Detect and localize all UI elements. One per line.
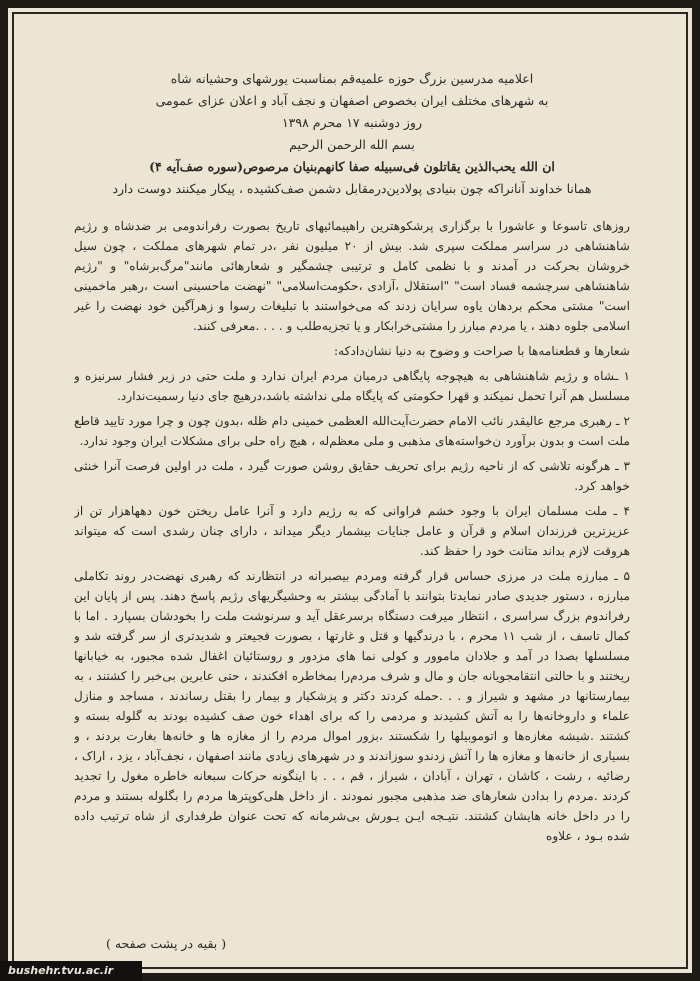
quran-verse: ان الله یحب‌الذین یقاتلون فی‌سبیله صفا کانهم‌بنیان مرصوص(سوره صف‌آیه ۴) xyxy=(149,159,555,174)
date-line: روز دوشنبه ۱۷ محرم ۱۳۹۸ xyxy=(281,115,423,130)
verse-translation: همانا خداوند آنانراکه چون بنیادی پولادین‌درمقابل دشمن صف‌کشیده ، پیکار میکنند دوست دارد xyxy=(112,181,592,196)
point-2: ۲ ـ رهبری مرجع عالیقدر نائب الامام حضرت‌آیت‌الله العظمی خمینی دام ظله ،بدون چون و چرا مورد تایید قاطع ملت است و بدون برآورد ن‌خواسته‌های مذهبی و ملی معظم‌له ، هیچ راه حلی برای مشکلات ایران وجود ندارد. xyxy=(74,414,630,448)
point-5: ۵ ـ مبارزه ملت در مرزی حساس قرار گرفته ومردم بیصبرانه در انتظارند که رهبری نهضت‌در روند تکاملی مبارزه ، دستور جدیدی صادر نمایدتا بتوانند با آمادگی بیشتر به وحشیگریهای رژیم پاسخ دهند. پس از پایان این رفراندوم بزرگ سراسری ، انتظار میرفت دستگاه برسرعقل آید و سرنوشت ملت را بخودشان بسپارد . اما با کمال تاسف ، از شب ۱۱ محرم ، با درندگیها و قتل و غارتها ، بصورت فجیعتر و شدیدتری از سر گرفته شد و مسلسلها بصدا در آمد و جلادان ماموور و کولی نما های مزدور و روستائیان اغفال شده مجبور، به خیابانها ریختند و با حالتی انتقامجویانه جان و مال و شرف مردم‌را بمخاطره افکندند ، حتی عابرین بی‌خبر را کشتند ، به بیمارستانها در مشهد و شیراز و . . .حمله کردند دکتر و پزشکیار و بیمار را بقتل رساندند ، مساجد و منازل علماء و داروخانه‌ها را به آتش کشیدند و مردمی را که برای اهداء خون صف کشیده بودند به گلوله بسته و کشتند .شیشه مغازه‌ها و اتوموبیلها را شکستند ،بزور اموال مردم را از مغازه ها و خانه‌ها بغارت بردند ، و بسیاری از خانه‌ها و مغازه ها را آتش زدندو سوزاندند و در شهرهای زیادی مانند اصفهان ، نجف‌آباد ، یزد ، اراک ، رضائیه ، رشت ، کاشان ، تهران ، آبادان ، شیراز ، قم ، . . با اینگونه حرکات سبعانه خاطره مغول را تجدید کردند .مردم را بدادن شعارهای ضد مذهبی مجبور نمودند . از داخل هلی‌کوپترها مردم را بگلوله بستند و مردم را در داخل خانه هایشان کشتند. نتیـجه ایـن یـورش بی‌شرمانه که تحت عنوان طرفداری از شاه ترتیب داده شده بـود ، علاوه xyxy=(74,569,630,843)
slogans-intro: شعارها و قطعنامه‌ها با صراحت و وضوح به دنیا نشان‌دادکه: xyxy=(334,344,630,358)
point-3: ۳ ـ هرگونه تلاشی که از ناحیه رژیم برای تحریف حقایق روشن صورت گیرد ، ملت در اولین فرصت آنرا خنثی خواهد کرد. xyxy=(74,459,630,493)
point-1: ۱ ـشاه و رژیم شاهنشاهی به هیچوجه پایگاهی درمیان مردم ایران ندارد و ملت حتی در زیر فشار سرنیزه و مسلسل هم آنرا تحمل نمیکند و قهرا حکومتی که پایگاه ملی نداشته باشد،درهیچ جای دنیا رسمیت‌ندارد. xyxy=(74,369,630,403)
intro-paragraph: روزهای تاسوعا و عاشورا با برگزاری پرشکوهترین راهپیمائیهای تاریخ بصورت رفراندومی بر ضدشاه و رژیم شاهنشاهی در سراسر مملکت سپری شد. بیش از ۲۰ میلیون نفر ،در تمام شهرهای مملکت ، چون سیل خروشان بحرکت در آمدند و با نظمی کامل و ترتیبی چشمگیر و شعارهائی مانند"مرگ‌برشاه" و "رژیم شاهنشاهی سرچشمه فساد است" "استقلال ،آزادی ،حکومت‌اسلامی" "نهضت ماحسینی است ،رهبر ماخمینی است" مشتی محکم بردهان یاوه سرایان زدند که می‌خواستند با تبلیغات رسوا و زهرآگین خود نهضت را غیر اسلامی جلوه دهند ، یا مردم مبارز را مشتی‌خرابکار و یا تجزیه‌طلب و . . . .معرفی کنند. xyxy=(74,219,630,333)
document-page xyxy=(8,8,692,973)
title-line: اعلامیه مدرسین بزرگ حوزه علمیه‌قم بمناسبت یورشهای وحشیانه شاه xyxy=(170,71,534,86)
document-body xyxy=(74,68,630,851)
continued-note: ( بقیه در پشت صفحه ) xyxy=(106,936,227,951)
subtitle-line: به شهرهای مختلف ایران بخصوص اصفهان و نجف آباد و اعلان عزای عمومی xyxy=(155,93,549,108)
point-4: ۴ ـ ملت مسلمان ایران با وجود خشم فراوانی که به رژیم دارد و آنرا عامل ریختن خون دهها‌هزار تن از عزیزترین فرزندان اسلام و قرآن و عامل جنایات بیشمار دیگر میداند ، دارای چنان رشدی است که میتواند هروقت لازم بداند متانت خود را حفظ کند. xyxy=(74,504,630,558)
bismillah: بسم الله الرحمن الرحیم xyxy=(289,137,415,152)
source-watermark: bushehr.tvu.ac.ir xyxy=(0,961,142,981)
